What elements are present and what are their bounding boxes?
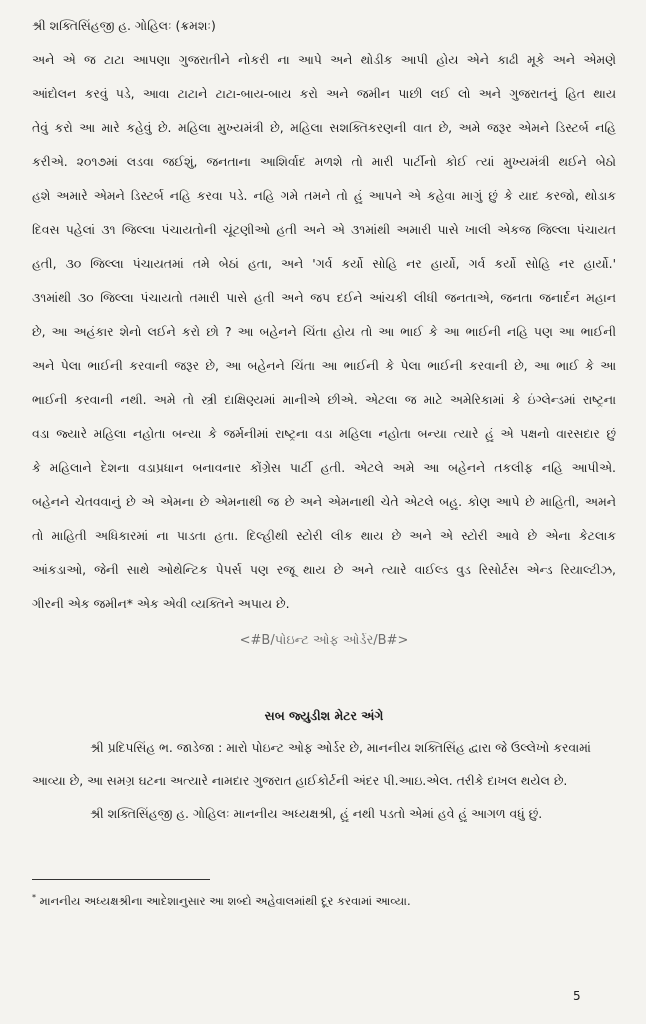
- paragraph-line: ભાઈની કરવાની નથી. અમે તો સ્ત્રી દાક્ષિણ્યમાં માનીએ છીએ. એટલા જ માટે અમેરિકામાં કે ઇંગ્લેન્ડમાં રાષ્ટ્રના: [32, 392, 616, 407]
- paragraph-line: ૩૧માંથી ૩૦ જિલ્લા પંચાયતો તમારી પાસે હતી અને જપ દઈને આંચકી લીધી જનતાએ, જનતા જનાર્દન મહાન: [32, 290, 616, 305]
- paragraph-line: ગીરની એક જમીન* એક એવી વ્યક્તિને અપાય છે.: [32, 596, 290, 611]
- paragraph-line: કરીએ. ૨૦૧૭માં લડવા જઈશું, જનતાના આશિર્વાદ મળશે તો મારી પાર્ટીનો કોઈ ત્યાં મુખ્યમંત્રી થઈને બેઠો: [32, 154, 616, 169]
- paragraph-line: તો માહિતી અધિકારમાં ના પાડતા હતા. દિલ્હીથી સ્ટોરી લીક થાય છે અને એ સ્ટોરી આવે છે એના કેટલાક: [32, 528, 616, 543]
- paragraph-line: આંદોલન કરવું પડે, આવા ટાટાને ટાટા-બાય-બાય કરો અને જમીન પાછી લઈ લો અને ગુજરાતનું હિત થાય: [32, 86, 616, 101]
- paragraph-line: કે મહિલાને દેશના વડાપ્રધાન બનાવનાર કોંગ્રેસ પાર્ટી હતી. એટલે અમે આ બહેનને તકલીફ નહિ આપીએ.: [32, 460, 616, 475]
- paragraph-line: અને પેલા ભાઈની કરવાની જરૂર છે, આ બહેનને ચિંતા આ ભાઈની કે પેલા ભાઈની કરવાની છે, આ ભાઈ કે આ: [32, 358, 616, 373]
- speaker-header: શ્રી શક્તિસિંહજી હ. ગોહિલઃ (ક્રમશઃ): [32, 18, 216, 33]
- page-number: 5: [573, 989, 581, 1003]
- footnote: [32, 890, 411, 909]
- closing-paragraph: શ્રી શક્તિસિંહજી હ. ગોહિલઃ માનનીય અધ્યક્ષશ્રી, હું નથી પડતો એમાં હવે હું આગળ વધું છું.: [90, 806, 543, 821]
- footnote-mark: *: [32, 893, 36, 902]
- footnote-divider: [32, 879, 210, 880]
- paragraph-line: છે, આ અહંકાર શેનો લઈને કરો છો ? આ બહેનને ચિંતા હોય તો આ ભાઈ કે આ ભાઈની નહિ પણ આ ભાઈની: [32, 324, 616, 339]
- paragraph-line: દિવસ પહેલાં ૩૧ જિલ્લા પંચાયતોની ચૂંટણીઓ હતી અને એ ૩૧માંથી અમારી પાસે ખાલી એકજ જિલ્લા પંચાયત: [32, 222, 616, 237]
- point-of-order-marker: <#B/પોઇન્ટ ઓફ ઓર્ડર/B#>: [239, 633, 409, 648]
- paragraph-line: હતી, ૩૦ જિલ્લા પંચાયતમાં તમે બેઠાં હતા, અને 'ગર્વ કર્યો સોહિ નર હાર્યો, ગર્વ કર્યો સોહિ નર હાર્યો.': [32, 256, 616, 271]
- section-heading: સબ જ્યુડીશ મેટર અંગે: [264, 708, 384, 723]
- paragraph-line: હશે અમારે એમને ડિસ્ટર્બ નહિ કરવા પડે. નહિ ગમે તમને તો હું આપને એ કહેવા માગું છું કે યાદ કરજો, થોડાક: [32, 188, 616, 203]
- paragraph-line: બહેનને ચેતવવાનું છે એ એમના છે એમનાથી જ છે અને એમનાથી ચેતે એટલે બહુ. કોણ આપે છે માહિતી, અમને: [32, 494, 616, 509]
- paragraph-line: શ્રી પ્રદિપસિંહ ભ. જાડેજા : મારો પોઇન્ટ ઓફ ઓર્ડર છે, માનનીય શક્તિસિંહ દ્વારા જે ઉલ્લેખો કરવામાં: [90, 740, 591, 755]
- paragraph-line: આંકડાઓ, જેની સાથે ઓથેન્ટિક પેપર્સ પણ રજૂ થાય છે અને ત્યારે વાઈલ્ડ વુડ રિસોર્ટસ એન્ડ રિયાલ્ટીઝ,: [32, 562, 616, 577]
- paragraph-line: આવ્યા છે, આ સમગ્ર ઘટના અત્યારે નામદાર ગુજરાત હાઈકોર્ટની અંદર પી.આઇ.એલ. તરીકે દાખલ થયેલ છે.: [32, 773, 568, 788]
- paragraph-line: તેવું કરો આ મારે કહેવું છે. મહિલા મુખ્યમંત્રી છે, મહિલા સશક્તિકરણની વાત છે, અમે જરૂર એમને ડિસ્ટર્બ નહિ: [32, 120, 616, 135]
- paragraph-line: વડા જ્યારે મહિલા નહોતા બન્યા કે જર્મનીમાં રાષ્ટ્રના વડા મહિલા નહોતા બન્યા ત્યારે હું એ પક્ષનો વારસદાર છું: [32, 426, 616, 441]
- footnote-text: માનનીય અધ્યક્ષશ્રીના આદેશાનુસાર આ શબ્દો અહેવાલમાંથી દૂર કરવામાં આવ્યા.: [39, 893, 411, 908]
- paragraph-line: અને એ જ ટાટા આપણા ગુજરાતીને નોકરી ના આપે અને થોડીક આપી હોય એને કાઢી મૂકે અને એમણે: [32, 52, 616, 67]
